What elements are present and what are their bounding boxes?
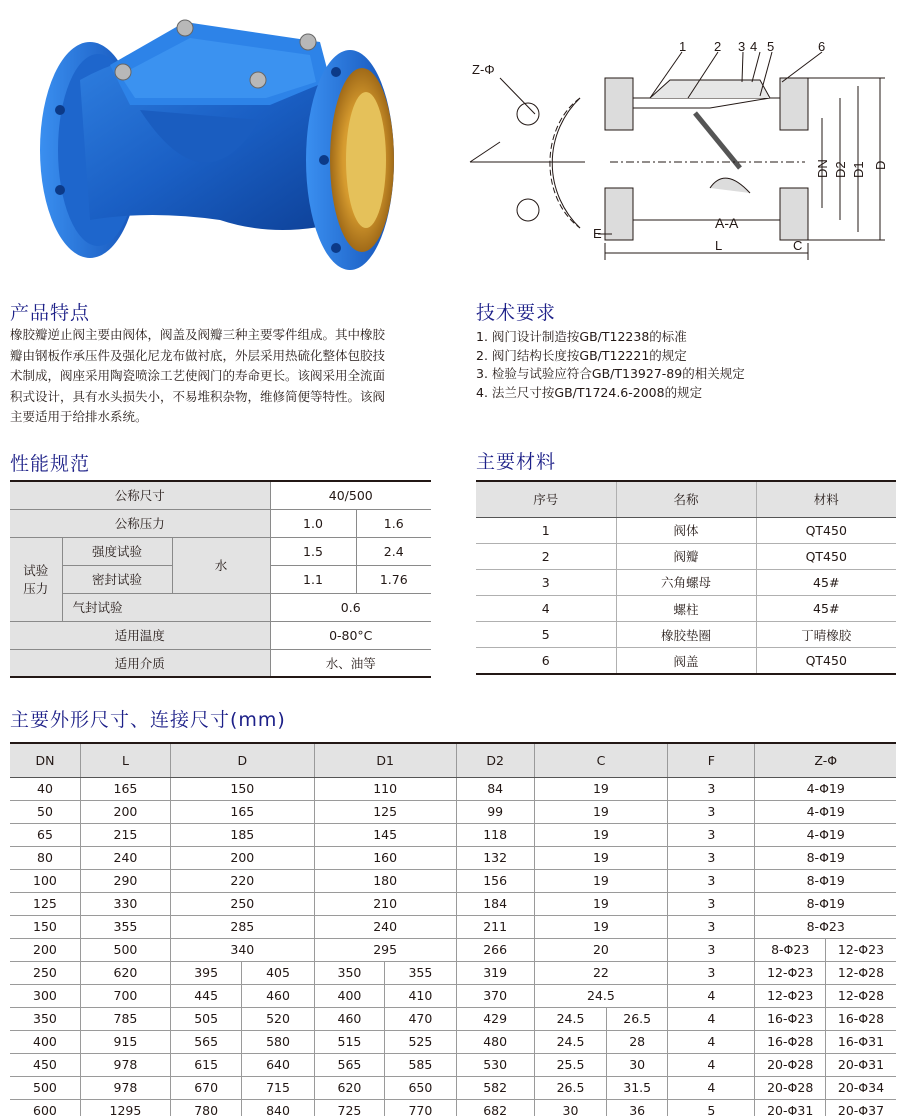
performance-title: 性能规范 — [10, 453, 91, 475]
material-part-name: 阀体 — [616, 517, 756, 543]
dim-d-label: D — [873, 160, 888, 170]
column-header: 材料 — [756, 481, 896, 517]
z-phi-cell: 16-Φ28 — [755, 1030, 826, 1053]
material-grade: 丁晴橡胶 — [756, 622, 896, 648]
material-grade: QT450 — [756, 543, 896, 569]
table-row — [10, 823, 896, 846]
test-pressure-label — [10, 537, 62, 621]
z-phi-cell: 8-Φ19 — [755, 869, 896, 892]
material-part-name: 阀瓣 — [616, 543, 756, 569]
dn-cell: 65 — [10, 823, 80, 846]
c-cell: 26.5 — [534, 1076, 607, 1099]
table-header-row — [476, 481, 896, 517]
material-index: 1 — [476, 517, 616, 543]
z-phi-cell: 8-Φ23 — [755, 915, 896, 938]
c-cell: 19 — [534, 892, 667, 915]
material-index: 4 — [476, 596, 616, 622]
c-cell: 22 — [534, 961, 667, 984]
dn-cell: 250 — [10, 961, 80, 984]
temperature-value: 0-80°C — [270, 621, 431, 649]
section-drawing — [460, 38, 900, 263]
valve-photo-svg — [20, 10, 400, 280]
test-pressure-label-line: 压力 — [23, 581, 49, 596]
features-line: 主要适用于给排水系统。 — [10, 409, 148, 424]
d1-cell: 410 — [385, 984, 456, 1007]
seal-value: 1.1 — [270, 565, 356, 593]
requirements-list — [476, 328, 896, 402]
column-header: L — [80, 743, 170, 777]
l-cell: 240 — [80, 846, 170, 869]
table-row — [10, 1099, 896, 1116]
material-index: 3 — [476, 569, 616, 595]
l-cell: 700 — [80, 984, 170, 1007]
d1-cell: 525 — [385, 1030, 456, 1053]
c-cell: 28 — [607, 1030, 668, 1053]
d1-cell: 620 — [314, 1076, 384, 1099]
table-row — [10, 869, 896, 892]
d-cell: 285 — [170, 915, 314, 938]
table-row — [10, 1030, 896, 1053]
table-row — [10, 509, 431, 537]
d-cell: 715 — [242, 1076, 314, 1099]
l-cell: 165 — [80, 777, 170, 800]
d1-cell: 350 — [314, 961, 384, 984]
d-cell: 165 — [170, 800, 314, 823]
callout-3: 3 — [738, 39, 746, 54]
medium-value: 水、油等 — [270, 649, 431, 677]
nominal-size-label: 公称尺寸 — [10, 481, 270, 509]
valve-product-photo — [20, 10, 400, 280]
dn-cell: 50 — [10, 800, 80, 823]
d1-cell: 470 — [385, 1007, 456, 1030]
section-drawing-svg — [460, 38, 900, 263]
table-row — [476, 622, 896, 648]
table-header-row — [10, 743, 896, 777]
table-row — [10, 649, 431, 677]
d1-cell: 295 — [314, 938, 456, 961]
l-cell: 355 — [80, 915, 170, 938]
l-cell: 620 — [80, 961, 170, 984]
performance-table — [10, 480, 431, 678]
material-part-name: 螺柱 — [616, 596, 756, 622]
z-phi-cell: 12-Φ28 — [825, 984, 896, 1007]
callout-1: 1 — [679, 39, 687, 54]
d2-cell: 682 — [456, 1099, 534, 1116]
table-row — [10, 892, 896, 915]
callout-4: 4 — [750, 39, 758, 54]
f-cell: 4 — [668, 1053, 755, 1076]
dim-dn-label: DN — [815, 159, 830, 178]
dn-cell: 350 — [10, 1007, 80, 1030]
table-row — [10, 800, 896, 823]
nominal-pressure-value: 1.0 — [270, 509, 356, 537]
strength-value: 1.5 — [270, 537, 356, 565]
table-row — [10, 938, 896, 961]
table-row — [476, 648, 896, 674]
table-row — [476, 569, 896, 595]
dim-d2-label: D2 — [833, 161, 848, 178]
dn-cell: 450 — [10, 1053, 80, 1076]
d-cell: 460 — [242, 984, 314, 1007]
strength-test-label: 强度试验 — [62, 537, 172, 565]
dn-cell: 200 — [10, 938, 80, 961]
f-cell: 3 — [668, 777, 755, 800]
table-row — [476, 543, 896, 569]
d2-cell: 319 — [456, 961, 534, 984]
column-header: F — [668, 743, 755, 777]
d-cell: 445 — [170, 984, 241, 1007]
c-cell: 19 — [534, 823, 667, 846]
d2-cell: 211 — [456, 915, 534, 938]
l-cell: 200 — [80, 800, 170, 823]
strength-value: 2.4 — [356, 537, 431, 565]
column-header: 序号 — [476, 481, 616, 517]
d2-cell: 184 — [456, 892, 534, 915]
table-row — [10, 481, 431, 509]
z-phi-cell: 4-Φ19 — [755, 823, 896, 846]
c-cell: 24.5 — [534, 1007, 607, 1030]
d-cell: 250 — [170, 892, 314, 915]
d1-cell: 160 — [314, 846, 456, 869]
d-cell: 580 — [242, 1030, 314, 1053]
d-cell: 565 — [170, 1030, 241, 1053]
z-phi-cell: 8-Φ19 — [755, 892, 896, 915]
d1-cell: 565 — [314, 1053, 384, 1076]
c-cell: 20 — [534, 938, 667, 961]
material-grade: 45# — [756, 569, 896, 595]
c-cell: 19 — [534, 800, 667, 823]
column-header: C — [534, 743, 667, 777]
material-grade: 45# — [756, 596, 896, 622]
dn-cell: 600 — [10, 1099, 80, 1116]
c-cell: 24.5 — [534, 1030, 607, 1053]
material-grade: QT450 — [756, 517, 896, 543]
requirement-item: 3. 检验与试验应符合GB/T13927-89的相关规定 — [476, 366, 745, 381]
c-cell: 31.5 — [607, 1076, 668, 1099]
d2-cell: 118 — [456, 823, 534, 846]
callout-2: 2 — [714, 39, 722, 54]
material-part-name: 橡胶垫圈 — [616, 622, 756, 648]
f-cell: 3 — [668, 961, 755, 984]
requirement-item: 4. 法兰尺寸按GB/T1724.6-2008的规定 — [476, 384, 703, 400]
dimensions-table — [10, 742, 896, 1116]
f-cell: 4 — [668, 1076, 755, 1099]
f-cell: 3 — [668, 892, 755, 915]
table-row — [476, 596, 896, 622]
nominal-size-value: 40/500 — [270, 481, 431, 509]
l-cell: 290 — [80, 869, 170, 892]
c-cell: 25.5 — [534, 1053, 607, 1076]
dim-c-label: C — [793, 238, 803, 253]
dn-cell: 80 — [10, 846, 80, 869]
dn-cell: 40 — [10, 777, 80, 800]
dn-cell: 150 — [10, 915, 80, 938]
f-cell: 3 — [668, 938, 755, 961]
z-phi-cell: 20-Φ28 — [755, 1053, 826, 1076]
table-row — [10, 537, 431, 565]
features-line: 积式设计，具有水头损失小，不易堆积杂物，维修简便等特性。该阀 — [10, 388, 386, 404]
table-row — [10, 621, 431, 649]
d2-cell: 582 — [456, 1076, 534, 1099]
medium-water-label: 水 — [172, 537, 270, 593]
d-cell: 505 — [170, 1007, 241, 1030]
column-header: DN — [10, 743, 80, 777]
d2-cell: 132 — [456, 846, 534, 869]
material-index: 5 — [476, 622, 616, 648]
d1-cell: 400 — [314, 984, 384, 1007]
z-phi-cell: 20-Φ37 — [825, 1099, 896, 1116]
d-cell: 395 — [170, 961, 241, 984]
c-cell: 30 — [534, 1099, 607, 1116]
zphi-label: Z-Φ — [472, 62, 495, 77]
features-line: 橡胶瓣逆止阀主要由阀体，阀盖及阀瓣三种主要零件组成。其中橡胶 — [10, 327, 386, 342]
column-header: 名称 — [616, 481, 756, 517]
d-cell: 780 — [170, 1099, 241, 1116]
f-cell: 3 — [668, 823, 755, 846]
d2-cell: 266 — [456, 938, 534, 961]
d1-cell: 125 — [314, 800, 456, 823]
z-phi-cell: 20-Φ28 — [755, 1076, 826, 1099]
l-cell: 1295 — [80, 1099, 170, 1116]
callout-5: 5 — [767, 39, 775, 54]
dim-l-label: L — [715, 238, 723, 253]
c-cell: 36 — [607, 1099, 668, 1116]
nominal-pressure-value: 1.6 — [356, 509, 431, 537]
c-cell: 24.5 — [534, 984, 667, 1007]
requirement-item: 2. 阀门结构长度按GB/T12221的规定 — [476, 347, 687, 363]
c-cell: 19 — [534, 777, 667, 800]
f-cell: 4 — [668, 984, 755, 1007]
l-cell: 978 — [80, 1053, 170, 1076]
d1-cell: 180 — [314, 869, 456, 892]
d1-cell: 725 — [314, 1099, 384, 1116]
nominal-pressure-label: 公称压力 — [10, 509, 270, 537]
d1-cell: 110 — [314, 777, 456, 800]
features-title: 产品特点 — [10, 302, 91, 324]
d-cell: 640 — [242, 1053, 314, 1076]
f-cell: 4 — [668, 1007, 755, 1030]
z-phi-cell: 16-Φ28 — [825, 1007, 896, 1030]
z-phi-cell: 8-Φ19 — [755, 846, 896, 869]
material-grade: QT450 — [756, 648, 896, 674]
c-cell: 19 — [534, 915, 667, 938]
requirement-item: 1. 阀门设计制造按GB/T12238的标准 — [476, 329, 687, 344]
z-phi-cell: 16-Φ31 — [825, 1030, 896, 1053]
dn-cell: 400 — [10, 1030, 80, 1053]
section-label: A-A — [715, 215, 739, 231]
test-pressure-label-line: 试验 — [23, 563, 49, 578]
material-index: 6 — [476, 648, 616, 674]
z-phi-cell: 20-Φ31 — [755, 1099, 826, 1116]
requirements-title: 技术要求 — [476, 302, 557, 324]
d-cell: 185 — [170, 823, 314, 846]
table-row — [10, 1053, 896, 1076]
z-phi-cell: 20-Φ34 — [825, 1076, 896, 1099]
dn-cell: 125 — [10, 892, 80, 915]
f-cell: 4 — [668, 1030, 755, 1053]
c-cell: 30 — [607, 1053, 668, 1076]
d2-cell: 429 — [456, 1007, 534, 1030]
table-row — [10, 846, 896, 869]
d1-cell: 210 — [314, 892, 456, 915]
dimensions-title: 主要外形尺寸、连接尺寸(mm) — [10, 709, 286, 731]
table-row — [10, 961, 896, 984]
material-index: 2 — [476, 543, 616, 569]
d2-cell: 480 — [456, 1030, 534, 1053]
l-cell: 785 — [80, 1007, 170, 1030]
medium-label: 适用介质 — [10, 649, 270, 677]
dn-cell: 300 — [10, 984, 80, 1007]
dn-cell: 100 — [10, 869, 80, 892]
d1-cell: 240 — [314, 915, 456, 938]
d2-cell: 156 — [456, 869, 534, 892]
f-cell: 3 — [668, 869, 755, 892]
c-cell: 19 — [534, 846, 667, 869]
materials-title: 主要材料 — [476, 451, 557, 473]
f-cell: 3 — [668, 800, 755, 823]
d-cell: 340 — [170, 938, 314, 961]
c-cell: 19 — [534, 869, 667, 892]
l-cell: 215 — [80, 823, 170, 846]
air-test-label: 气封试验 — [62, 593, 270, 621]
c-cell: 26.5 — [607, 1007, 668, 1030]
z-phi-cell: 4-Φ19 — [755, 800, 896, 823]
material-part-name: 六角螺母 — [616, 569, 756, 595]
air-test-value: 0.6 — [270, 593, 431, 621]
d-cell: 200 — [170, 846, 314, 869]
material-part-name: 阀盖 — [616, 648, 756, 674]
dim-d1-label: D1 — [851, 161, 866, 178]
d1-cell: 355 — [385, 961, 456, 984]
d1-cell: 515 — [314, 1030, 384, 1053]
f-cell: 3 — [668, 915, 755, 938]
table-row — [10, 1007, 896, 1030]
column-header: D1 — [314, 743, 456, 777]
column-header: Z-Φ — [755, 743, 896, 777]
seal-test-label: 密封试验 — [62, 565, 172, 593]
d-cell: 220 — [170, 869, 314, 892]
l-cell: 500 — [80, 938, 170, 961]
seal-value: 1.76 — [356, 565, 431, 593]
table-row — [10, 593, 431, 621]
column-header: D2 — [456, 743, 534, 777]
d1-cell: 145 — [314, 823, 456, 846]
z-phi-cell: 12-Φ23 — [825, 938, 896, 961]
d2-cell: 370 — [456, 984, 534, 1007]
temperature-label: 适用温度 — [10, 621, 270, 649]
d1-cell: 770 — [385, 1099, 456, 1116]
materials-table — [476, 480, 896, 675]
d1-cell: 460 — [314, 1007, 384, 1030]
d-cell: 520 — [242, 1007, 314, 1030]
f-cell: 3 — [668, 846, 755, 869]
z-phi-cell: 12-Φ23 — [755, 984, 826, 1007]
table-row — [476, 517, 896, 543]
features-line: 术制成，阀座采用陶瓷喷涂工艺使阀门的寿命更长。该阀采用全流面 — [10, 368, 386, 383]
d-cell: 405 — [242, 961, 314, 984]
l-cell: 915 — [80, 1030, 170, 1053]
z-phi-cell: 4-Φ19 — [755, 777, 896, 800]
callout-6: 6 — [818, 39, 826, 54]
d1-cell: 585 — [385, 1053, 456, 1076]
column-header: D — [170, 743, 314, 777]
table-row — [10, 984, 896, 1007]
d1-cell: 650 — [385, 1076, 456, 1099]
table-row — [10, 777, 896, 800]
dim-e-label: E — [593, 226, 602, 241]
features-line: 瓣由钢板作承压件及强化尼龙布做衬底，外层采用热硫化整体包胶技 — [10, 347, 386, 363]
z-phi-cell: 20-Φ31 — [825, 1053, 896, 1076]
l-cell: 330 — [80, 892, 170, 915]
d2-cell: 84 — [456, 777, 534, 800]
d2-cell: 99 — [456, 800, 534, 823]
f-cell: 5 — [668, 1099, 755, 1116]
z-phi-cell: 12-Φ28 — [825, 961, 896, 984]
dn-cell: 500 — [10, 1076, 80, 1099]
d-cell: 150 — [170, 777, 314, 800]
z-phi-cell: 12-Φ23 — [755, 961, 826, 984]
z-phi-cell: 16-Φ23 — [755, 1007, 826, 1030]
features-text — [10, 325, 435, 428]
table-row — [10, 915, 896, 938]
d-cell: 840 — [242, 1099, 314, 1116]
d2-cell: 530 — [456, 1053, 534, 1076]
z-phi-cell: 8-Φ23 — [755, 938, 826, 961]
d-cell: 670 — [170, 1076, 241, 1099]
l-cell: 978 — [80, 1076, 170, 1099]
d-cell: 615 — [170, 1053, 241, 1076]
table-row — [10, 1076, 896, 1099]
